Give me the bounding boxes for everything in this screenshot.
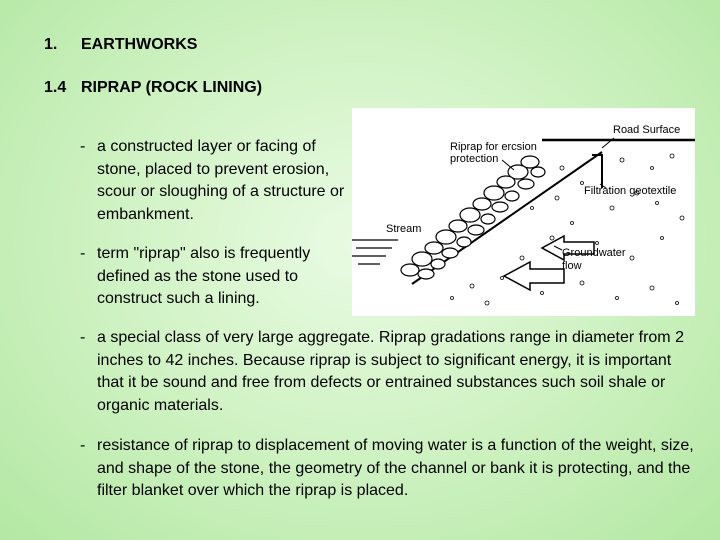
bullet-text: a special class of very large aggregate. Riprap gradations range in diameter from 2 inches to 42 inches. Because riprap is subject to significant energy, it is important that it be sound and free from defects or entrained substances such soil shale or organic materials. bbox=[97, 329, 684, 414]
embankment-soil bbox=[392, 140, 695, 316]
bullet-item bbox=[80, 435, 700, 503]
section-title: EARTHWORKS bbox=[81, 36, 198, 53]
bullet-item bbox=[80, 327, 700, 417]
riprap-label-line2: protection bbox=[450, 153, 499, 165]
bullet-item bbox=[80, 136, 345, 226]
subsection-heading bbox=[44, 79, 262, 97]
stream-water bbox=[352, 240, 398, 264]
bullet-marker: - bbox=[80, 329, 86, 346]
subsection-number: 1.4 bbox=[44, 79, 67, 96]
riprap-diagram-svg bbox=[352, 108, 695, 316]
section-number: 1. bbox=[44, 36, 58, 53]
riprap-diagram bbox=[352, 108, 695, 316]
stream-label: Stream bbox=[386, 223, 422, 235]
bullet-text: a constructed layer or facing of stone, placed to prevent erosion, scour or sloughing of a structure or embankment. bbox=[97, 138, 345, 223]
road-surface-label: Road Surface bbox=[613, 124, 681, 136]
section-heading bbox=[44, 36, 197, 54]
riprap-label-line1: Riprap for ercsion bbox=[450, 141, 537, 153]
filtration-label: Filtration geotextile bbox=[584, 185, 677, 197]
subsection-title: RIPRAP (ROCK LINING) bbox=[81, 79, 263, 96]
groundwater-label-line1: Groundwater bbox=[562, 247, 626, 259]
groundwater-label-line2: flow bbox=[562, 260, 582, 272]
bullet-item bbox=[80, 243, 355, 311]
bullet-text: term "riprap" also is frequently defined as the stone used to construct such a lining. bbox=[97, 245, 311, 307]
bullet-marker: - bbox=[80, 138, 86, 155]
bullet-marker: - bbox=[80, 245, 86, 262]
bullet-marker: - bbox=[80, 437, 86, 454]
bullet-text: resistance of riprap to displacement of moving water is a function of the weight, size, and shape of the stone, the geometry of the channel or bank it is protecting, and the filter blanket over which the riprap is placed. bbox=[97, 437, 694, 499]
